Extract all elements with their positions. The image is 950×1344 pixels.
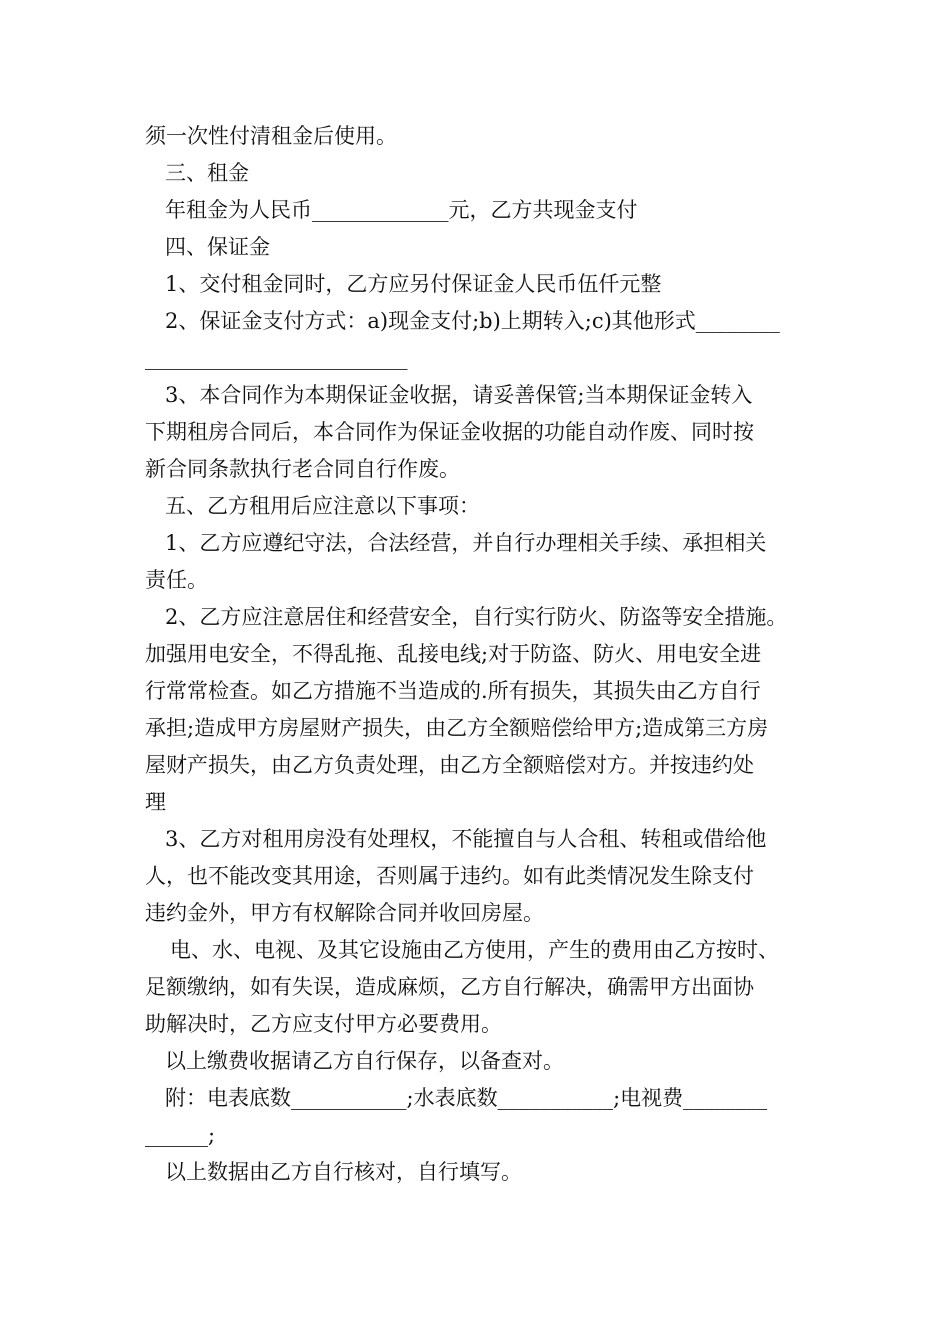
text-line: 人，也不能改变其用途，否则属于违约。如有此类情况发生除支付	[145, 864, 754, 888]
text-line-1: 须一次性付清租金后使用。	[145, 124, 397, 148]
text-line-utilities: 电、水、电视、及其它设施由乙方使用，产生的费用由乙方按时、	[170, 938, 779, 962]
text-line-notes-3: 3、乙方对租用房没有处理权，不能擅自与人合租、转租或借给他	[165, 827, 767, 851]
text-line: 责任。	[145, 568, 208, 592]
text-line-deposit-2: 2、保证金支付方式：a)现金支付;b)上期转入;c)其他形式________	[165, 309, 780, 333]
text-line-notes-1: 1、乙方应遵纪守法，合法经营，并自行办理相关手续、承担相关	[165, 531, 767, 555]
text-line-blank-underline: _________________________	[145, 346, 408, 370]
text-line: 加强用电安全，不得乱拖、乱接电线;对于防盗、防火、用电安全进	[145, 642, 762, 666]
text-line-verify: 以上数据由乙方自行核对，自行填写。	[165, 1160, 522, 1184]
text-line: 新合同条款执行老合同自行作废。	[145, 457, 460, 481]
text-line: 屋财产损失，由乙方负责处理，由乙方全额赔偿对方。并按违约处	[145, 753, 754, 777]
text-line-meter-readings: 附：电表底数___________;水表底数___________;电视费________	[165, 1086, 768, 1110]
text-line-deposit-1: 1、交付租金同时，乙方应另付保证金人民币伍仟元整	[165, 272, 662, 296]
text-line: 足额缴纳，如有失误，造成麻烦，乙方自行解决，确需甲方出面协	[145, 975, 754, 999]
section-heading-deposit: 四、保证金	[165, 235, 270, 259]
text-line-annual-rent: 年租金为人民币_____________元，乙方共现金支付	[165, 198, 638, 222]
section-heading-notes: 五、乙方租用后应注意以下事项：	[165, 494, 480, 518]
text-line-receipts: 以上缴费收据请乙方自行保存，以备查对。	[165, 1049, 564, 1073]
text-line: 理	[145, 790, 166, 814]
text-line: 行常常检查。如乙方措施不当造成的.所有损失，其损失由乙方自行	[145, 679, 761, 703]
text-line: 下期租房合同后，本合同作为保证金收据的功能自动作废、同时按	[145, 420, 754, 444]
text-line: 承担;造成甲方房屋财产损失，由乙方全额赔偿给甲方;造成第三方房	[145, 716, 769, 740]
text-line-deposit-3: 3、本合同作为本期保证金收据，请妥善保管;当本期保证金转入	[165, 383, 753, 407]
text-line: ______;	[145, 1123, 216, 1147]
text-line: 违约金外，甲方有权解除合同并收回房屋。	[145, 901, 544, 925]
text-line: 助解决时，乙方应支付甲方必要费用。	[145, 1012, 502, 1036]
text-line-notes-2: 2、乙方应注意居住和经营安全，自行实行防火、防盗等安全措施。	[165, 605, 788, 629]
section-heading-rent: 三、租金	[165, 161, 249, 185]
